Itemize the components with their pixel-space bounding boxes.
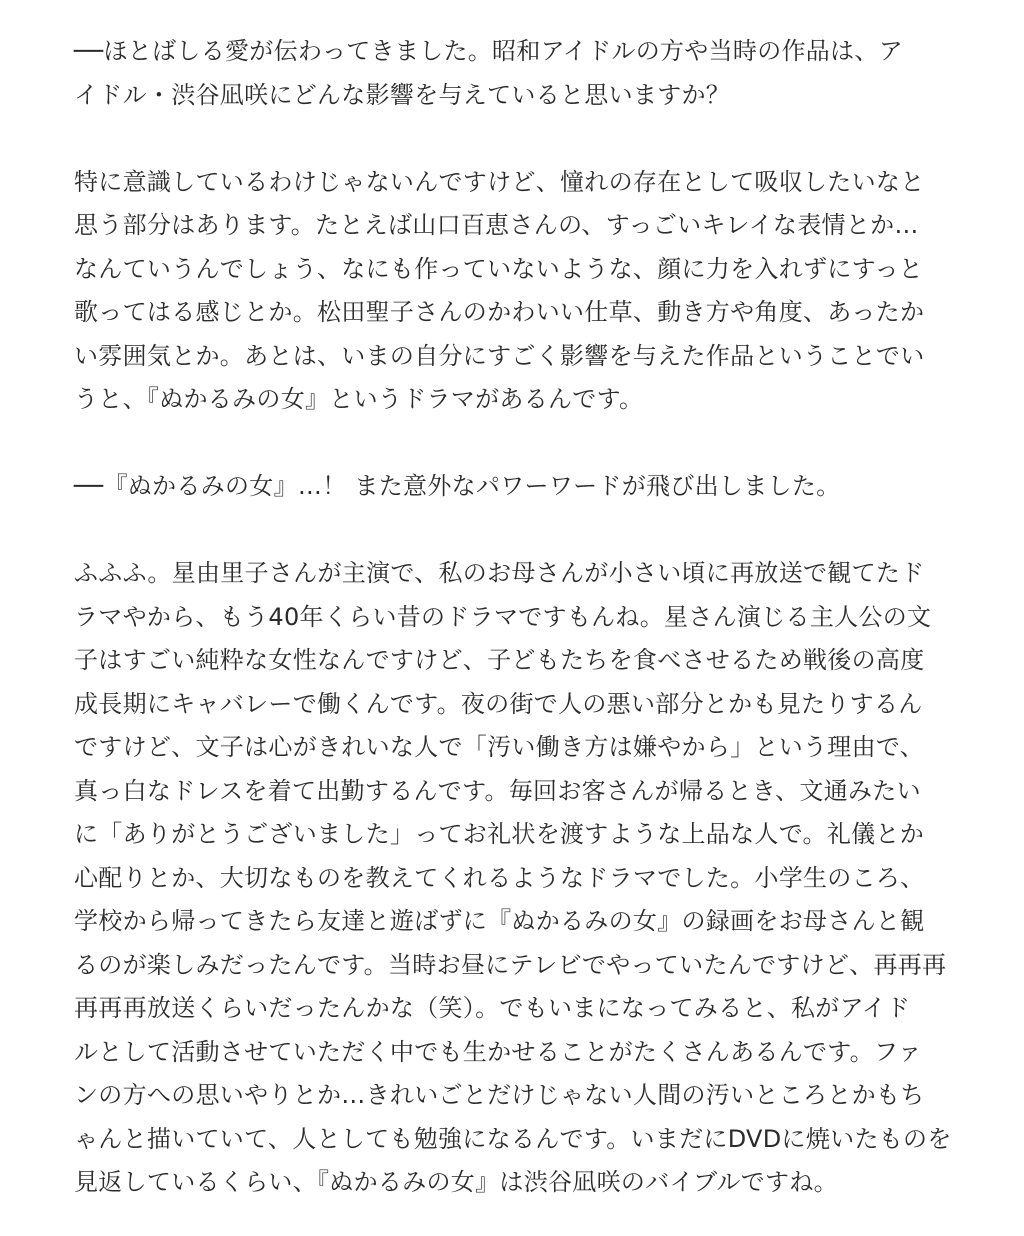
text-line: 真っ白なドレスを着て出勤するんです。毎回お客さんが帰るとき、文通みたい <box>74 776 921 805</box>
interview-answer <box>74 161 966 422</box>
text-line: 再再再放送くらいだったんかな（笑）。でもいまになってみると、私がアイド <box>74 994 911 1022</box>
text-line: い雰囲気とか。あとは、いまの自分にすごく影響を与えた作品ということでい <box>74 341 925 370</box>
text-line: 子はすごい純粋な女性なんですけど、子どもたちを食べさせるため戦後の高度 <box>74 646 925 674</box>
text-line: るのが楽しみだったんです。当時お昼にテレビでやっていたんですけど、再再再 <box>74 950 947 979</box>
text-line: 成長期にキャバレーで働くんです。夜の街で人の悪い部分とかも見たりするん <box>74 689 923 718</box>
interview-question <box>74 465 966 509</box>
text-line: 特に意識しているわけじゃないんですけど、憧れの存在として吸収したいなと <box>74 167 925 196</box>
interview-answer <box>74 552 966 1205</box>
text-line: 歌ってはる感じとか。松田聖子さんのかわいい仕草、動き方や角度、あったか <box>74 298 925 326</box>
text-line: ゃんと描いていて、人としても勉強になるんです。いまだにDVDに焼いたものを <box>74 1124 952 1153</box>
text-line: 心配りとか、大切なものを教えてくれるようなドラマでした。小学生のころ、 <box>74 863 925 892</box>
text-line: ふふふ。星由里子さんが主演で、私のお母さんが小さい頃に再放送で観てたド <box>74 559 925 587</box>
text-line: 見返しているくらい、『ぬかるみの女』は渋谷凪咲のバイブルですね。 <box>74 1168 838 1196</box>
article-body <box>74 30 966 1205</box>
text-line: イドル・渋谷凪咲にどんな影響を与えていると思いますか？ <box>74 80 731 109</box>
text-line: 思う部分はあります。たとえば山口百恵さんの、すっごいキレイな表情とか… <box>74 211 919 239</box>
text-line: 学校から帰ってきたら友達と遊ばずに『ぬかるみの女』の録画をお母さんと観 <box>74 907 925 935</box>
text-line: なんていうんでしょう、なにも作っていないような、顔に力を入れずにすっと <box>74 254 924 283</box>
text-line: ──『ぬかるみの女』…！ また意外なパワーワードが飛び出しました。 <box>74 472 841 500</box>
text-line: ラマやから、もう40年くらい昔のドラマですもんね。星さん演じる主人公の文 <box>74 602 932 631</box>
interview-question <box>74 30 966 117</box>
text-line: ルとして活動させていただく中でも生かせることがたくさんあるんです。ファ <box>74 1037 923 1066</box>
text-line: に「ありがとうございました」ってお礼状を渡すような上品な人で。礼儀とか <box>74 820 925 848</box>
text-line: うと、『ぬかるみの女』というドラマがあるんです。 <box>74 385 644 413</box>
text-line: ンの方への思いやりとか…きれいごとだけじゃない人間の汚いところとかもち <box>74 1081 925 1109</box>
text-line: ──ほとばしる愛が伝わってきました。昭和アイドルの方や当時の作品は、ア <box>74 37 903 65</box>
text-line: ですけど、文子は心がきれいな人で「汚い働き方は嫌やから」という理由で、 <box>74 733 925 761</box>
